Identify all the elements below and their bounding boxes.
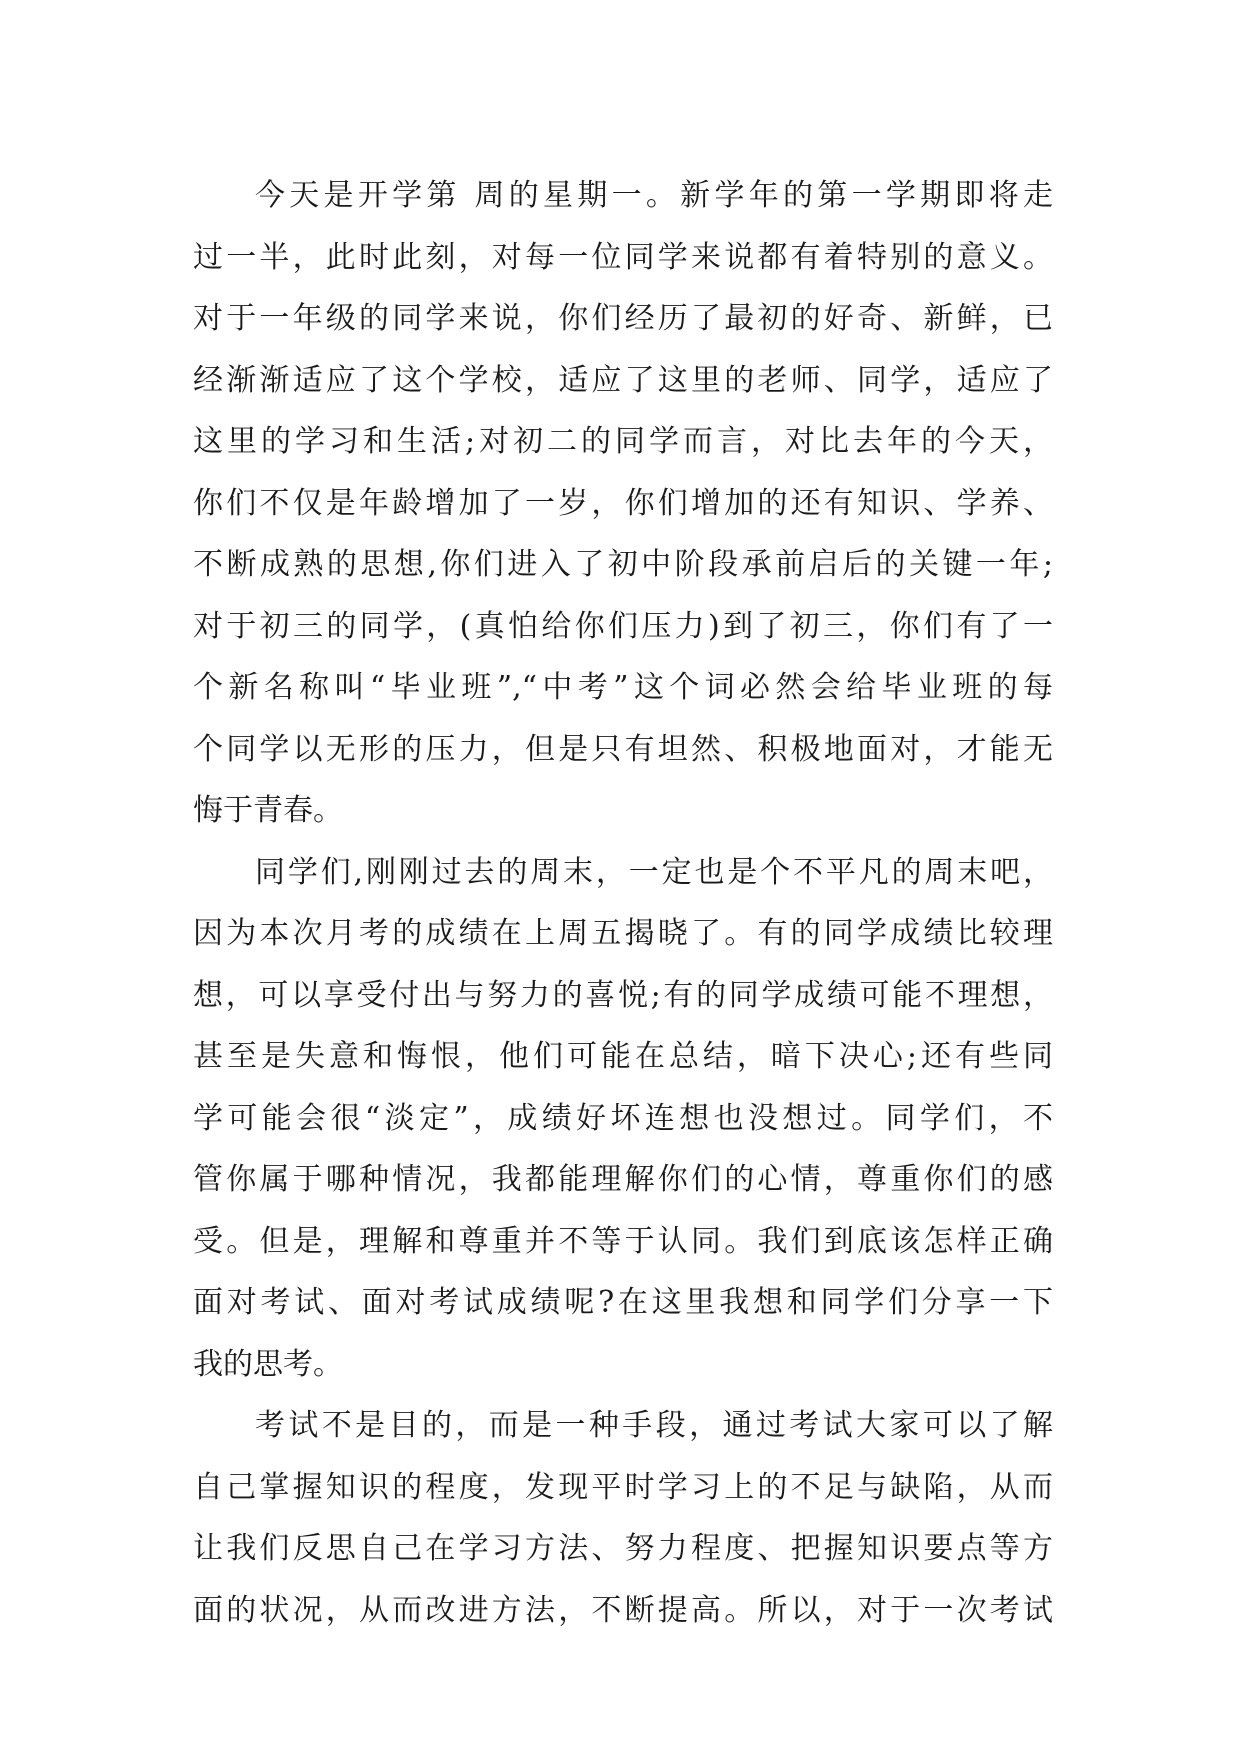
paragraph-3 bbox=[193, 1395, 1053, 1641]
paragraph-line: 对于初三的同学，(真怕给你们压力)到了初三，你们有了一 bbox=[193, 608, 1053, 644]
paragraph-line: 面对考试、面对考试成绩呢?在这里我想和同学们分享一下 bbox=[193, 1285, 1053, 1320]
paragraph-line: 过一半，此时此刻，对每一位同学来说都有着特别的意义。 bbox=[193, 239, 1053, 275]
paragraph-line: 这里的学习和生活;对初二的同学而言，对比去年的今天， bbox=[193, 424, 1053, 459]
paragraph-line: 我的思考。 bbox=[193, 1346, 343, 1382]
document-body bbox=[193, 165, 1053, 1641]
paragraph-line: 今天是开学第 周的星期一。新学年的第一学期即将走 bbox=[255, 178, 1053, 213]
paragraph-line: 悔于青春。 bbox=[193, 793, 343, 828]
paragraph-line: 因为本次月考的成绩在上周五揭晓了。有的同学成绩比较理 bbox=[193, 916, 1053, 951]
paragraph-line: 同学们,刚刚过去的周末，一定也是个不平凡的周末吧， bbox=[255, 854, 1053, 890]
paragraph-line: 受。但是，理解和尊重并不等于认同。我们到底该怎样正确 bbox=[193, 1223, 1053, 1259]
paragraph-line: 个新名称叫“毕业班”,“中考”这个词必然会给毕业班的每 bbox=[193, 670, 1053, 705]
paragraph-line: 甚至是失意和悔恨，他们可能在总结，暗下决心;还有些同 bbox=[193, 1039, 1053, 1074]
paragraph-line: 想，可以享受付出与努力的喜悦;有的同学成绩可能不理想， bbox=[193, 977, 1053, 1013]
paragraph-line: 对于一年级的同学来说，你们经历了最初的好奇、新鲜，已 bbox=[193, 301, 1053, 336]
paragraph-line: 你们不仅是年龄增加了一岁，你们增加的还有知识、学养、 bbox=[193, 485, 1053, 521]
paragraph-line: 考试不是目的，而是一种手段，通过考试大家可以了解 bbox=[255, 1408, 1053, 1443]
paragraph-line: 让我们反思自己在学习方法、努力程度、把握知识要点等方 bbox=[193, 1531, 1053, 1566]
paragraph-1 bbox=[193, 165, 1053, 842]
paragraph-line: 面的状况，从而改进方法，不断提高。所以，对于一次考试 bbox=[193, 1592, 1053, 1628]
paragraph-line: 不断成熟的思想,你们进入了初中阶段承前启后的关键一年; bbox=[193, 547, 1053, 582]
paragraph-line: 个同学以无形的压力，但是只有坦然、积极地面对，才能无 bbox=[193, 731, 1053, 767]
paragraph-line: 经渐渐适应了这个学校，适应了这里的老师、同学，适应了 bbox=[193, 362, 1053, 398]
paragraph-line: 自己掌握知识的程度，发现平时学习上的不足与缺陷，从而 bbox=[193, 1469, 1053, 1505]
paragraph-2 bbox=[193, 842, 1053, 1396]
paragraph-line: 管你属于哪种情况，我都能理解你们的心情，尊重你们的感 bbox=[193, 1162, 1053, 1197]
paragraph-line: 学可能会很“淡定”，成绩好坏连想也没想过。同学们，不 bbox=[193, 1100, 1053, 1136]
